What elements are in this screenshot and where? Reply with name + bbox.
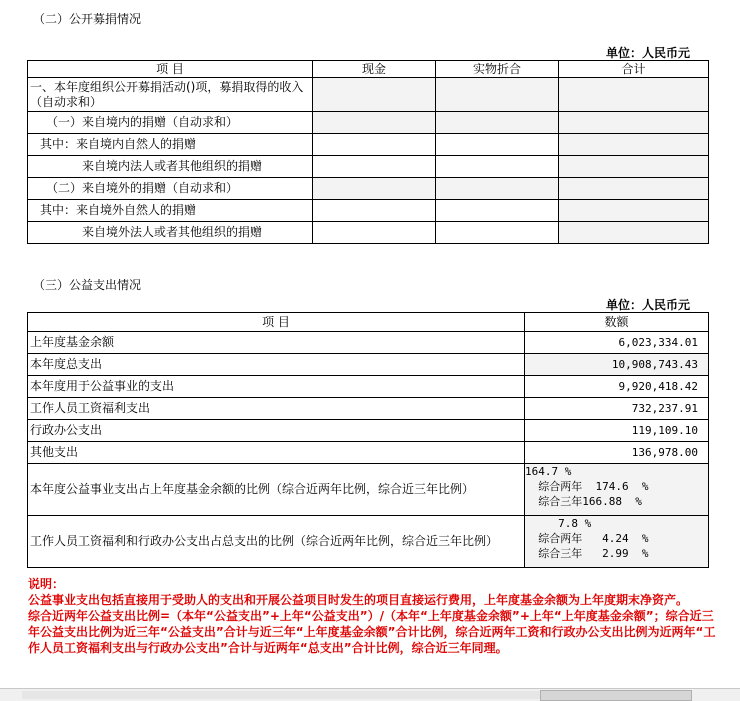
table-row: [28, 156, 709, 178]
row-label: 来自境内法人或者其他组织的捐赠: [28, 156, 313, 178]
table-row: [28, 516, 709, 568]
public-welfare-expense-table: [27, 312, 709, 568]
amount-cell[interactable]: 9,920,418.42: [525, 376, 709, 398]
row-label: 本年度总支出: [28, 354, 525, 376]
total-cell[interactable]: [559, 222, 709, 244]
row-label: （二）来自境外的捐赠（自动求和）: [28, 178, 313, 200]
inkind-cell[interactable]: [436, 78, 559, 112]
row-label: 上年度基金余额: [28, 332, 525, 354]
inkind-cell[interactable]: [436, 156, 559, 178]
section3-title: （三）公益支出情况: [33, 278, 142, 292]
note-paragraph-2: 综合近两年公益支出比例=（本年“公益支出”+上年“公益支出”）/（本年“上年度基金余额”+上年“上年度基金余额”；综合近三年公益支出比例为近三年“公益支出”合计与近三年“上年度基金余额”合计比例，综合近两年工资和行政办公支出比例为近两年“工作人员工资福利支出与行政办公支出”合计与近两年“总支出”合计比例，综合近三年同理。: [28, 609, 716, 655]
table-row: [28, 398, 709, 420]
row-label: 其他支出: [28, 442, 525, 464]
ratio2-three-year: 综合三年 2.99 %: [525, 547, 649, 560]
inkind-cell[interactable]: [436, 222, 559, 244]
row-label: 其中：来自境内自然人的捐赠: [28, 134, 313, 156]
table-row: [28, 78, 709, 112]
table-row: [28, 464, 709, 516]
section2-unit: 单位：人民币元: [606, 46, 691, 60]
total-cell[interactable]: [559, 200, 709, 222]
row-label: 来自境外法人或者其他组织的捐赠: [28, 222, 313, 244]
cash-cell[interactable]: [313, 222, 436, 244]
total-cell[interactable]: [559, 178, 709, 200]
cash-cell[interactable]: [313, 178, 436, 200]
explanation-note: [28, 576, 718, 656]
scrollbar-track[interactable]: [22, 691, 582, 699]
inkind-cell[interactable]: [436, 112, 559, 134]
amount-cell[interactable]: 10,908,743.43: [525, 354, 709, 376]
note-heading: 说明：: [28, 577, 65, 591]
ratio2-two-year: 综合两年 4.24 %: [525, 532, 649, 545]
col-header-total: 合计: [559, 61, 709, 78]
amount-cell[interactable]: 119,109.10: [525, 420, 709, 442]
note-paragraph-1: 公益事业支出包括直接用于受助人的支出和开展公益项目时发生的项目直接运行费用，上年度基金余额为上年度期末净资产。: [28, 593, 689, 607]
total-cell[interactable]: [559, 156, 709, 178]
row-label: 其中：来自境外自然人的捐赠: [28, 200, 313, 222]
table-row: [28, 376, 709, 398]
table-row: [28, 332, 709, 354]
row-label: 行政办公支出: [28, 420, 525, 442]
ratio1-value[interactable]: [525, 464, 709, 516]
table-row: [28, 442, 709, 464]
amount-cell[interactable]: 6,023,334.01: [525, 332, 709, 354]
ratio2-label: 工作人员工资福利和行政办公支出占总支出的比例（综合近两年比例，综合近三年比例）: [28, 516, 525, 568]
cash-cell[interactable]: [313, 200, 436, 222]
row-label: 本年度用于公益事业的支出: [28, 376, 525, 398]
inkind-cell[interactable]: [436, 200, 559, 222]
total-cell[interactable]: [559, 78, 709, 112]
ratio2-value[interactable]: [525, 516, 709, 568]
table-row: [28, 134, 709, 156]
table-row: [28, 178, 709, 200]
ratio1-two-year: 综合两年 174.6 %: [525, 480, 649, 493]
total-cell[interactable]: [559, 112, 709, 134]
ratio2-current: 7.8 %: [525, 517, 592, 530]
col-header-inkind: 实物折合: [436, 61, 559, 78]
table-row: [28, 200, 709, 222]
cash-cell[interactable]: [313, 134, 436, 156]
col-header-item: 项 目: [28, 313, 525, 332]
row-label: 工作人员工资福利支出: [28, 398, 525, 420]
total-cell[interactable]: [559, 134, 709, 156]
col-header-cash: 现金: [313, 61, 436, 78]
row-label: 一、本年度组织公开募捐活动()项，募捐取得的收入（自动求和）: [28, 78, 313, 112]
cash-cell[interactable]: [313, 112, 436, 134]
public-fundraising-table: [27, 60, 709, 244]
amount-cell[interactable]: 732,237.91: [525, 398, 709, 420]
scrollbar-thumb[interactable]: [540, 690, 692, 701]
table-row: [28, 354, 709, 376]
col-header-amount: 数额: [525, 313, 709, 332]
col-header-item: 项 目: [28, 61, 313, 78]
horizontal-scrollbar[interactable]: [0, 688, 740, 701]
section2-title: （二）公开募捐情况: [33, 12, 142, 26]
table-row: [28, 420, 709, 442]
ratio1-label: 本年度公益事业支出占上年度基金余额的比例（综合近两年比例，综合近三年比例）: [28, 464, 525, 516]
table-row: [28, 222, 709, 244]
table-row: [28, 112, 709, 134]
cash-cell[interactable]: [313, 78, 436, 112]
row-label: （一）来自境内的捐赠（自动求和）: [28, 112, 313, 134]
inkind-cell[interactable]: [436, 134, 559, 156]
section3-unit: 单位：人民币元: [606, 298, 691, 312]
amount-cell[interactable]: 136,978.00: [525, 442, 709, 464]
inkind-cell[interactable]: [436, 178, 559, 200]
ratio1-current: 164.7 %: [525, 465, 572, 478]
ratio1-three-year: 综合三年166.88 %: [525, 495, 642, 508]
cash-cell[interactable]: [313, 156, 436, 178]
